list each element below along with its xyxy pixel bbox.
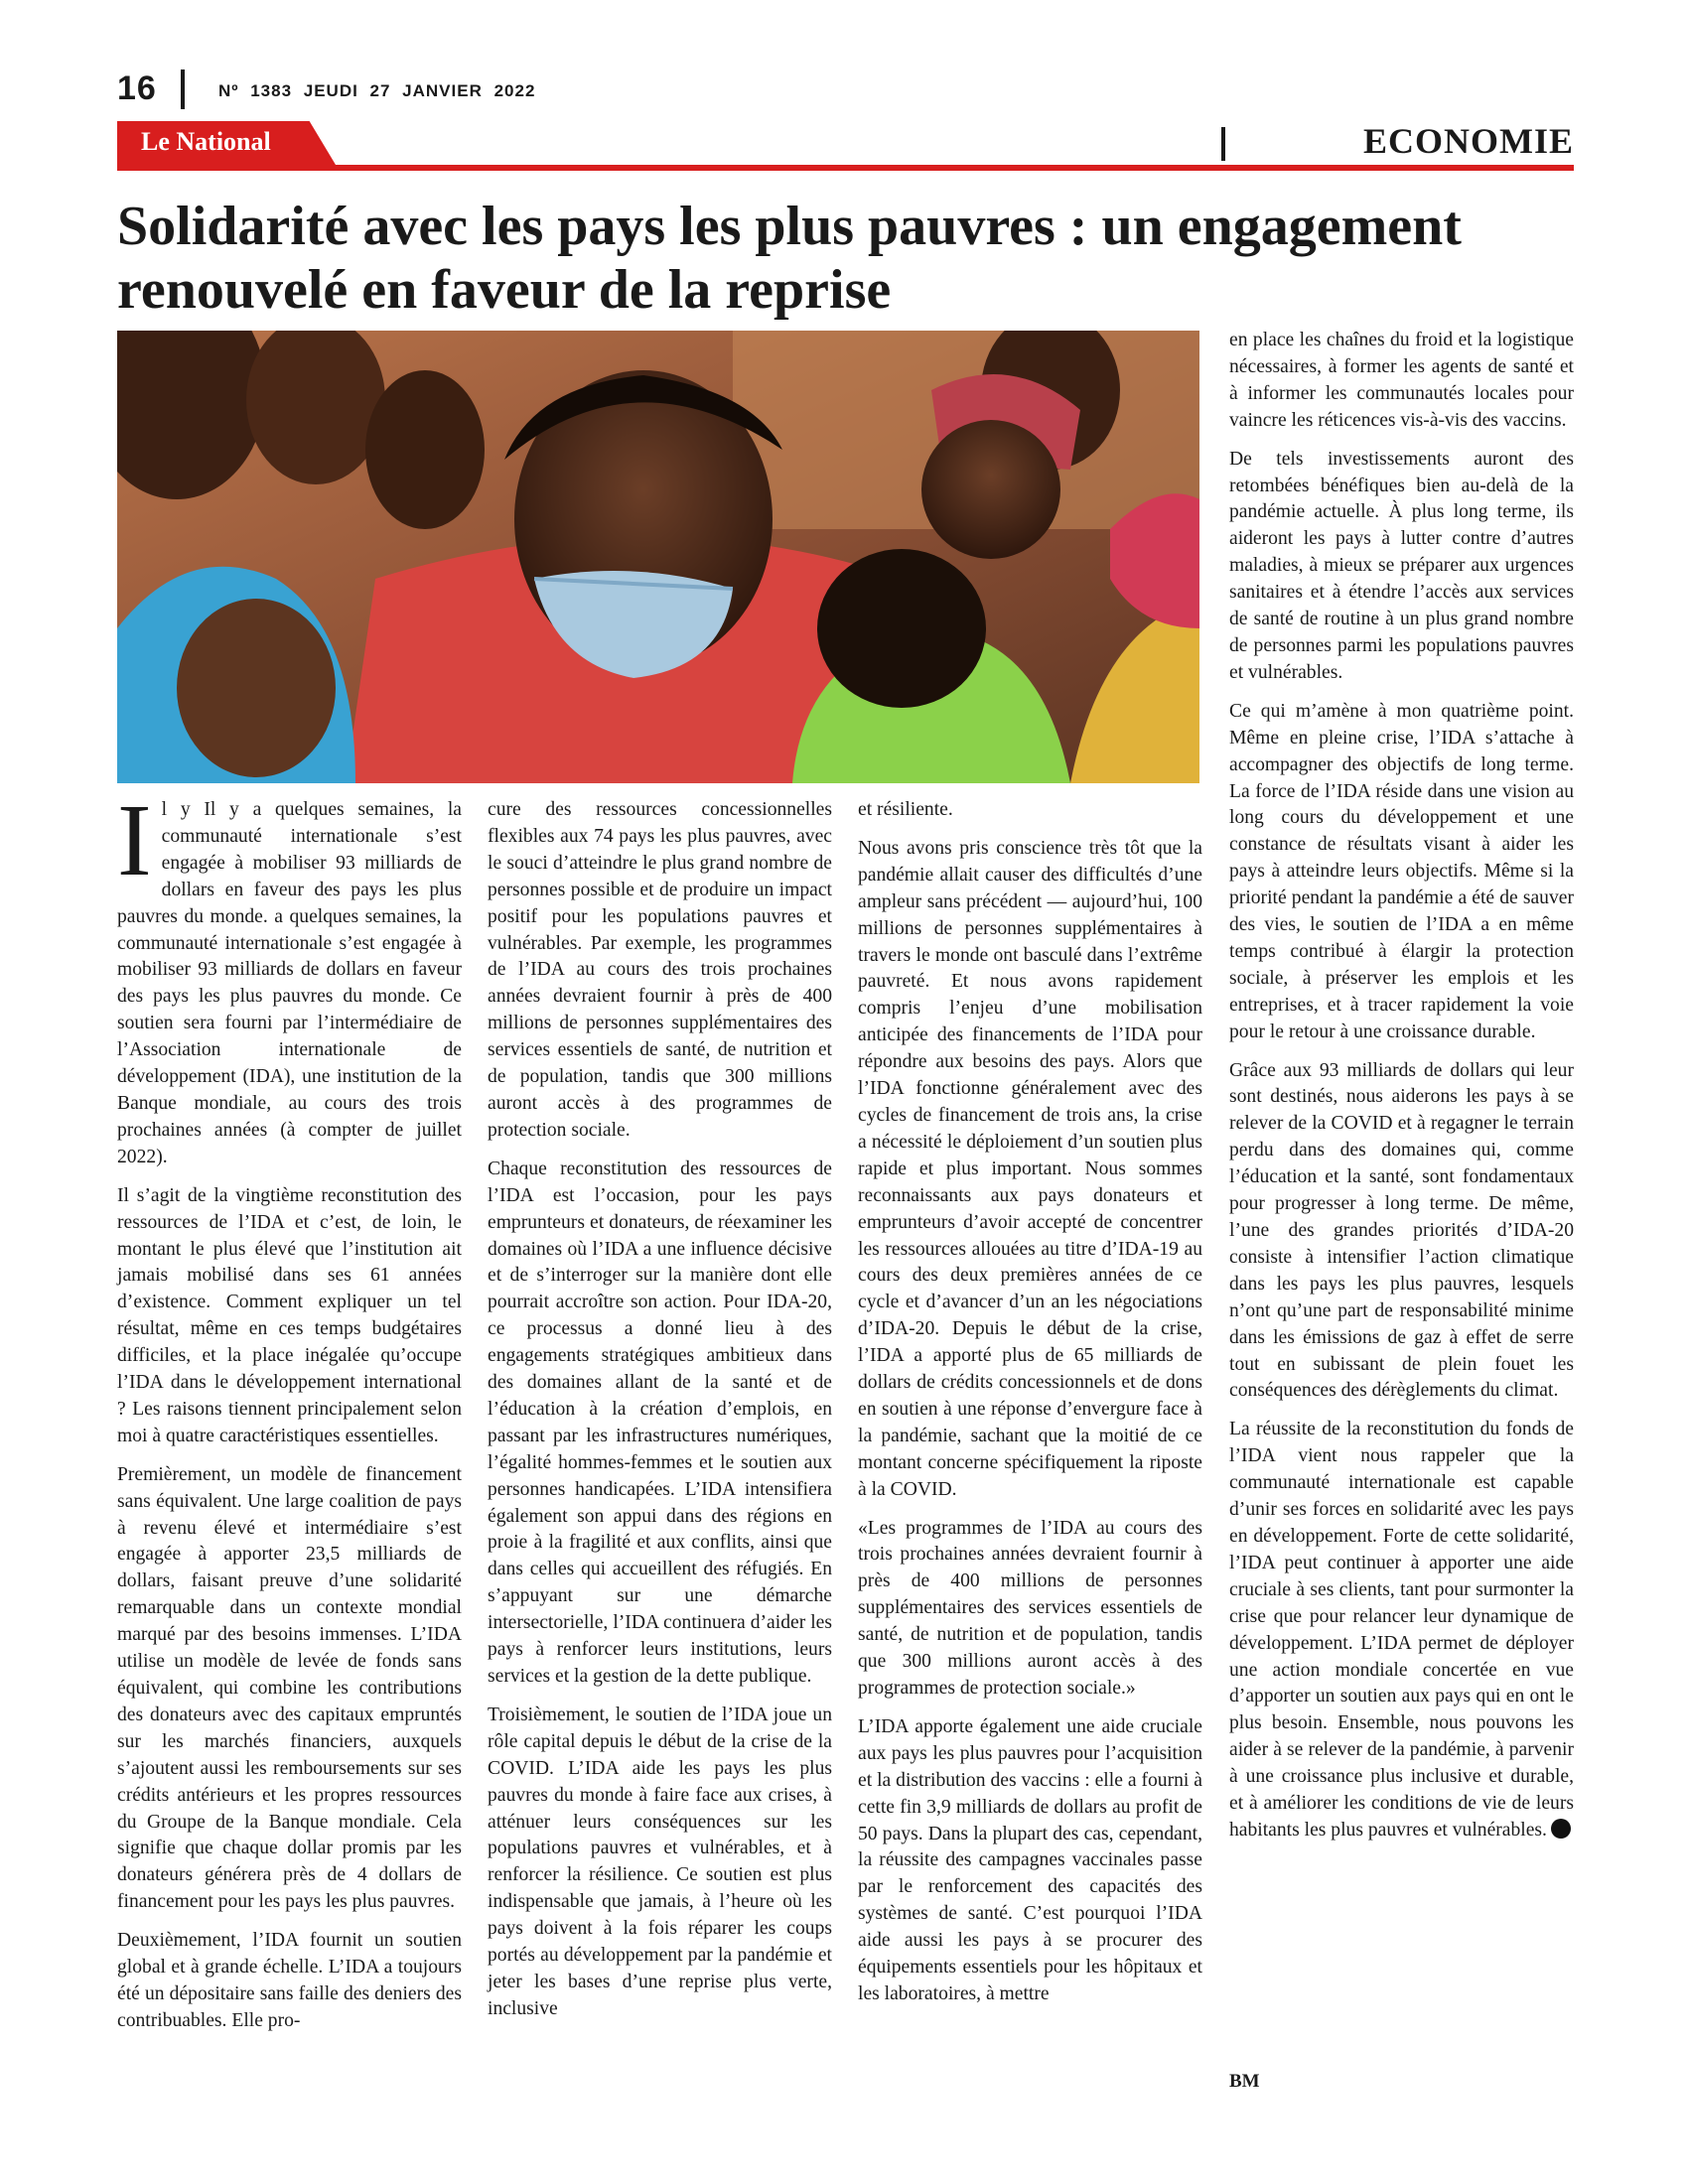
brand-name: Le National [141,127,271,156]
section-title: ECONOMIE [1362,121,1574,161]
article-paragraph: Premièrement, un modèle de financement sans équivalent. Une large coalition de pays à revenu élevé et intermédiaire s’est engagée à apporter 23,5 milliards de dollars, faisant preuve d’une solidarité remarquable dans un contexte mondial marqué par des besoins immenses. L’IDA utilise un modèle de levée de fonds sans équivalent, qui combine les contributions des donateurs avec des capitaux empruntés sur les marchés financiers, auxquels s’ajoutent aussi les remboursements sur ses crédits antérieurs et les propres ressources du Groupe de la Banque mondiale. Cela signifie que chaque dollar promis par les donateurs générera près de 4 dollars de financement pour les pays les plus pauvres. [117,1463,462,1913]
crowd-photo-illustration [117,331,1199,783]
final-paragraph-text: La réussite de la reconstitution du fonds de l’IDA vient nous rappeler que la communauté internationale est capable d’unir ses forces en solidarité avec les pays en développement. Forte de cette solidarité, l’IDA peut continuer à apporter une aide cruciale à ses clients, tant pour surmonter la crise que pour relancer leur dynamique de développement. L’IDA permet de déployer une action mondiale concertée en vue d’apporter un soutien aux pays qui en ont le plus besoin. Ensemble, nous pouvons les aider à se relever de la pandémie, à parvenir à une croissance plus inclusive et durable, et à améliorer les conditions de vie de leurs habitants les plus pauvres et vulnérables. [1229,1419,1574,1841]
drop-cap: I [117,783,152,897]
end-of-article-icon [1551,1819,1571,1839]
final-paragraph [1229,1417,1574,1844]
article-paragraph: Grâce aux 93 milliards de dollars qui leur sont destinés, nous aiderons les pays à se relever de la COVID et à regagner le terrain perdu dans des domaines qui, comme l’éducation et la santé, sont fondamentaux pour progresser à long terme. De même, l’une des grandes priorités d’IDA-20 consiste à intensifier l’action climatique dans les pays les plus pauvres, lesquels n’ont qu’une part de responsabilité minime dans les émissions de gaz à effet de serre tout en subissant de plein fouet les conséquences des dérèglements du climat. [1229,1059,1574,1402]
pull-quote: «Les programmes de l’IDA au cours des trois prochaines années devraient fournir à près de 400 millions de personnes supplémentaires des services essentiels de santé, de nutrition et de population, tandis que 300 millions auront accès à des programmes de protection sociale.» [858,1517,1202,1699]
article-paragraph: Deuxièmement, l’IDA fournit un soutien global et à grande échelle. L’IDA a toujours été un dépositaire sans faille des deniers des contribuables. Elle pro- [117,1930,462,2031]
article-paragraph: Nous avons pris conscience très tôt que la pandémie allait causer des difficultés d’une ampleur sans précédent — aujourd’hui, 100 millions de personnes supplémentaires à travers le monde ont basculé dans l’extrême pauvreté. Et nous avons rapidement compris l’enjeu d’une mobilisation anticipée des financements de l’IDA pour répondre aux besoins des pays. Alors que l’IDA fonctionne généralement avec des cycles de financement de trois ans, la crise a nécessité le déploiement d’un soutien plus rapide et plus important. Nous sommes reconnaissants aux pays donateurs et emprunteurs d’avoir accepté de concentrer les ressources allouées au titre d’IDA-19 au cours des deux premières années de ce cycle et d’avancer d’un an les négociations d’IDA-20. Depuis le début de la crise, l’IDA a apporté plus de 65 milliards de dollars de crédits concessionnels et de dons en soutien à une réponse d’envergure face à la pandémie, sachant que la moitié de ce montant concerne spécifiquement la riposte à la COVID. [858,837,1202,1500]
lead-paragraph-text: l y Il y a quelques semaines, la communauté internationale s’est engagée à mobiliser 93 milliards de dollars en faveur des pays les plus pauvres du monde. a quelques semaines, la communauté internationale s’est engagée à mobiliser 93 milliards de dollars en faveur des pays les plus pauvres du monde. Ce soutien sera fourni par l’intermédiaire de l’Association internationale de développement (IDA), une institution de la Banque mondiale, au cours des trois prochaines années (à compter de juillet 2022). [117,799,462,1167]
article-paragraph: Ce qui m’amène à mon quatrième point. Même en pleine crise, l’IDA s’attache à accompagner des objectifs de long terme. La force de l’IDA réside dans une vision au long cours du développement et une constance de résultats visant à aider les pays à atteindre leurs objectifs. Même si la priorité pendant la pandémie a été de sauver des vies, le soutien de l’IDA a en même temps contribué à élargir la protection sociale, à préserver les emplois et les entreprises, et à tracer rapidement la voie pour le retour à une croissance durable. [1229,700,1574,1042]
article-paragraph: L’IDA apporte également une aide cruciale aux pays les plus pauvres pour l’acquisition et la distribution des vaccins : elle a fourni à cette fin 3,9 milliards de dollars au profit de 50 pays. Dans la plupart des cas, cependant, la réussite des campagnes vaccinales passe par le renforcement des capacités des systèmes de santé. C’est pourquoi l’IDA aide aussi les pays à se procurer des équipements essentiels pour les hôpitaux et les laboratoires, à mettre [858,1715,1202,2004]
article-paragraph: et résiliente. [858,799,953,820]
article-paragraph: cure des ressources concessionnelles flexibles aux 74 pays les plus pauvres, avec le souci d’atteindre le plus grand nombre de personnes possible et de produire un impact positif pour les populations pauvres et vulnérables. Par exemple, les programmes de l’IDA au cours des trois prochaines années devraient fournir à près de 400 millions de personnes supplémentaires des services essentiels de santé, de nutrition et de population, tandis que 300 millions auront accès à des programmes de protection sociale. [488,799,832,1141]
article-column-1 [117,783,462,2047]
article-column-4 [1229,328,1574,1856]
issue-date: Nº 1383 JEUDI 27 JANVIER 2022 [218,81,536,100]
article-photo [117,331,1199,783]
article-column-2 [488,797,832,2035]
article-paragraph: Chaque reconstitution des ressources de l’IDA est l’occasion, pour les pays emprunteurs et donateurs, de réexaminer les domaines où l’IDA a une influence décisive et de s’interroger sur la manière dont elle pourrait accroître son action. Pour IDA-20, ce processus a donné lieu à des engagements stratégiques ambitieux dans des domaines allant de la santé et de l’éducation à la création d’emplois, en passant par les infrastructures numériques, l’égalité hommes-femmes et le soutien aux personnes handicapées. L’IDA intensifiera également son appui dans des régions en proie à la fragilité et aux conflits, ainsi que dans celles qui accueillent des réfugiés. En s’appuyant sur une démarche intersectorielle, l’IDA continuera d’aider les pays à renforcer leurs institutions, leurs services et la gestion de la dette publique. [488,1158,832,1687]
article-paragraph: en place les chaînes du froid et la logistique nécessaires, à former les agents de santé et à informer les communautés locales pour vaincre les réticences vis-à-vis des vaccins. [1229,330,1574,431]
header-divider [181,69,185,109]
section-divider [1221,127,1225,161]
page-number: 16 [117,69,157,107]
article-paragraph: De tels investissements auront des retombées bénéfiques bien au-delà de la pandémie actuelle. À plus long terme, ils aideront les pays à lutter contre d’autres maladies, à mieux se préparer aux urgences sanitaires et à étendre l’accès aux services de santé de routine à un plus grand nombre de personnes parmi les populations pauvres et vulnérables. [1229,448,1574,683]
article-headline: Solidarité avec les pays les plus pauvres : un engagement renouvelé en faveur de la reprise [117,196,1462,321]
header-rule [117,165,1574,171]
article-paragraph [117,783,462,1171]
article-paragraph: Troisièmement, le soutien de l’IDA joue un rôle capital depuis le début de la crise de la COVID. L’IDA aide les pays les plus pauvres du monde à faire face aux crises, à atténuer leurs conséquences sur les populations pauvres et vulnérables, et à renforcer la résilience. Ce soutien est plus indispensable que jamais, à l’heure où les pays doivent à la fois réparer les coups portés au développement par la pandémie et jeter les bases d’une reprise plus verte, inclusive [488,1704,832,2019]
article-signature: BM [1229,2071,1260,2092]
article-column-3 [858,797,1202,2020]
article-paragraph: Il s’agit de la vingtième reconstitution des ressources de l’IDA et c’est, de loin, le montant le plus élevé que l’institution ait jamais mobilisé dans ses 61 années d’existence. Comment expliquer un tel résultat, même en ces temps budgétaires difficiles, et la place inégalée qu’occupe l’IDA dans le développement international ? Les raisons tiennent principalement selon moi à quatre caractéristiques essentielles. [117,1184,462,1446]
